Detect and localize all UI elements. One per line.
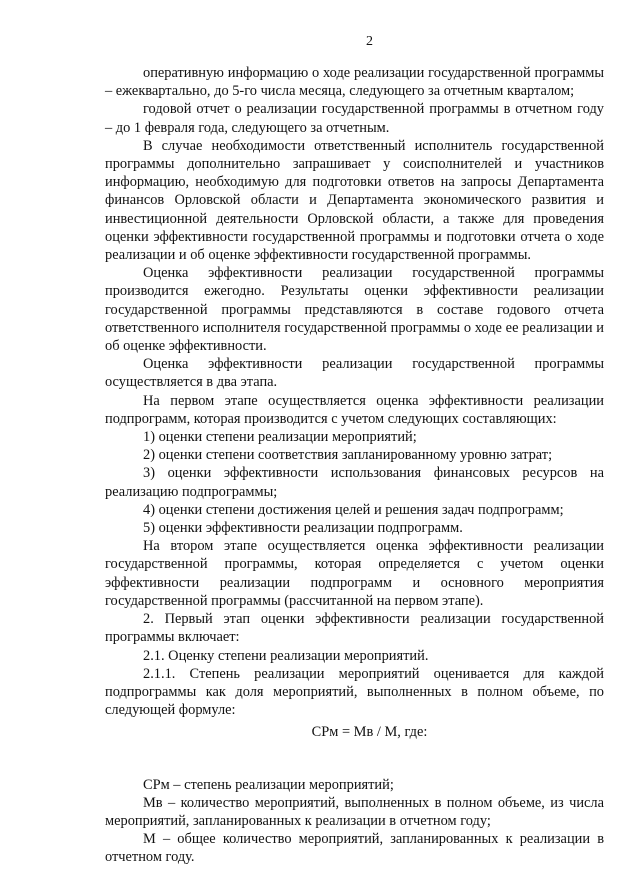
paragraph-section-2-1: 2.1. Оценку степени реализации мероприятий. [143,647,429,664]
blank-line [105,760,604,776]
paragraph-additional-request: В случае необходимости ответственный исполнитель государственной программы дополнительно запрашивает у соисполнителей и участников информацию, необходимую для подготовки ответов на запросы Департамента финансов Орловской области и Департамента экономического развития и инвестиционной деятельности Орловской области, а также для проведения оценки эффективности государственной программы и подготовки отчета о ходе реализации и об оценке эффективности государственной программы. [105,137,604,264]
formula: СРм = Мв / М, где: [311,724,428,741]
component-item: 4) оценки степени достижения целей и решения задач подпрограмм; [143,501,564,518]
definition-mv: Мв – количество мероприятий, выполненных в полном объеме, из числа мероприятий, запланированных к реализации в отчетном году; [105,794,604,829]
paragraph-first-stage: На первом этапе осуществляется оценка эффективности реализации подпрограмм, которая производится с учетом следующих составляющих: [105,392,604,427]
paragraph-annual-report: годовой отчет о реализации государственной программы в отчетном году – до 1 февраля года, следующего за отчетным. [105,101,604,136]
paragraph-two-stages: Оценка эффективности реализации государственной программы осуществляется в два этапа. [105,356,604,391]
paragraph-quarterly-info: оперативную информацию о ходе реализации государственной программы – ежеквартально, до 5-го числа месяца, следующего за отчетным кварталом; [105,65,604,100]
paragraph-section-2-1-1: 2.1.1. Степень реализации мероприятий оценивается для каждой подпрограммы как доля мероприятий, выполненных в полном объеме, по следующей формуле: [105,665,604,719]
definition-m: М – общее количество мероприятий, запланированных к реализации в отчетном году. [105,831,604,866]
page-number: 2 [366,34,373,49]
paragraph-evaluation-annual: Оценка эффективности реализации государственной программы производится ежегодно. Результаты оценки эффективности реализации государственной программы представляются в составе годового отчета ответственного исполнителя государственной программы о ходе ее реализации и об оценке эффективности. [105,265,604,355]
component-item: 3) оценки эффективности использования финансовых ресурсов на реализацию подпрограммы; [105,465,604,500]
paragraph-first-stage-includes: 2. Первый этап оценки эффективности реализации государственной программы включает: [105,611,604,646]
component-item: 2) оценки степени соответствия запланированному уровню затрат; [143,447,553,464]
definition-srm: СРм – степень реализации мероприятий; [143,776,394,793]
component-item: 1) оценки степени реализации мероприятий; [143,429,417,446]
component-item: 5) оценки эффективности реализации подпрограмм. [143,520,463,537]
paragraph-second-stage: На втором этапе осуществляется оценка эффективности реализации государственной программы, которая определяется с учетом оценки эффективности реализации подпрограмм и основного мероприятия государственной программы (рассчитанной на первом этапе). [105,538,604,609]
